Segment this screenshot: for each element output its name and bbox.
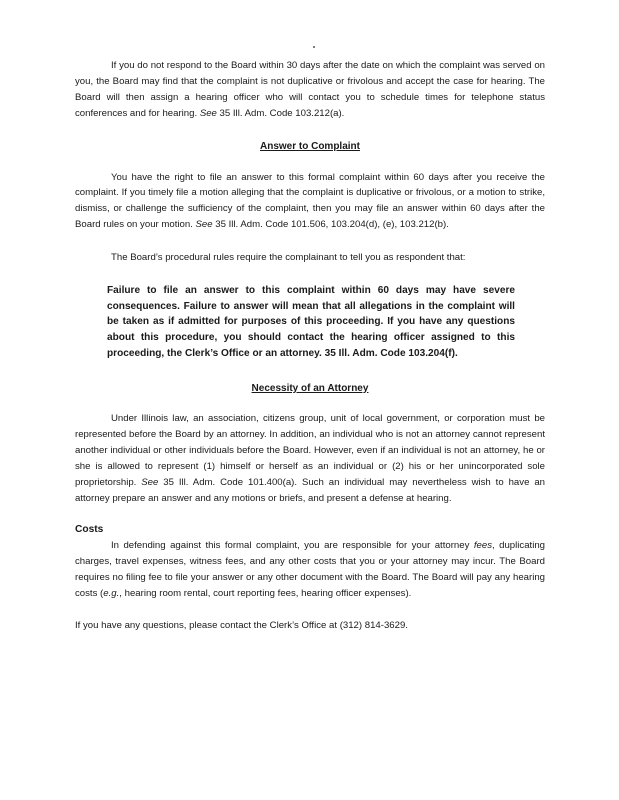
answer-right-text: You have the right to file an answer to this formal complaint within 60 days after you receive the complaint. If you timely file a motion alleging that the complaint is duplicative or frivolous, or a motion to strike, dismiss, or challenge the sufficiency of the complaint, then you may file an answer within 60 days after the Board rules on your motion. xyxy=(75,171,545,231)
paragraph-response-deadline xyxy=(75,58,545,122)
paragraph-procedural-rules: The Board’s procedural rules require the complainant to tell you as respondent that: xyxy=(111,252,466,264)
citation-text: 35 Ill. Adm. Code 101.506, 103.204(d), (e), 103.212(b). xyxy=(212,219,449,231)
citation-see: See xyxy=(141,477,159,489)
heading-costs: Costs xyxy=(75,523,104,535)
attorney-requirement-text: Under Illinois law, an association, citizens group, unit of local government, or corporation must be represented before the Board by an attorney. In addition, an individual who is not an attorney cannot represent another individual or other individuals before the Board. However, even if an individual is not an attorney, he or she is allowed to represent (1) himself or herself as an individual or (2) his or her unincorporated sole proprietorship. xyxy=(75,413,545,489)
paragraph-costs xyxy=(75,538,545,602)
costs-text-part3: , hearing room rental, court reporting fees, hearing officer expenses). xyxy=(119,587,412,599)
paragraph-answer-right xyxy=(75,170,545,234)
citation-text: 35 Ill. Adm. Code 101.400(a). Such an individual may nevertheless wish to have an attorney prepare an answer and any motions or briefs, and present a defense at hearing. xyxy=(75,477,545,505)
heading-answer-to-complaint: Answer to Complaint xyxy=(259,140,360,152)
heading-necessity-of-attorney: Necessity of an Attorney xyxy=(251,382,369,394)
scan-speck xyxy=(313,46,315,48)
document-page xyxy=(75,58,545,634)
costs-fees-italic: fees xyxy=(473,539,492,551)
costs-text-part1: In defending against this formal complaint, you are responsible for your attorney xyxy=(111,539,474,551)
paragraph-attorney-requirement xyxy=(75,411,545,506)
costs-text-part2: , duplicating charges, travel expenses, witness fees, and any other costs that you or your attorney may incur. The Board requires no filing fee to file your answer or any other document with the Board. The Board will pay any hearing costs ( xyxy=(75,539,545,599)
citation-see: See xyxy=(195,219,213,231)
warning-notice: Failure to file an answer to this complaint within 60 days may have severe consequences. Failure to answer will mean that all allegations in the complaint will be taken as if admitted for purposes of this proceeding. If you have any questions about this procedure, you should contact the hearing officer assigned to this proceeding, the Clerk’s Office or an attorney. 35 Ill. Adm. Code 103.204(f). xyxy=(107,285,515,359)
paragraph-contact-clerk: If you have any questions, please contact the Clerk’s Office at (312) 814-3629. xyxy=(75,620,408,632)
response-deadline-text: If you do not respond to the Board within 30 days after the date on which the complaint was served on you, the Board may find that the complaint is not duplicative or frivolous and accept the case for hearing. The Board will then assign a hearing officer who will contact you to schedule times for telephone status conferences and for hearing. xyxy=(75,60,545,119)
citation-see: See xyxy=(199,107,217,119)
costs-eg-italic: e.g. xyxy=(103,587,120,599)
citation-text: 35 Ill. Adm. Code 103.212(a). xyxy=(216,107,345,119)
